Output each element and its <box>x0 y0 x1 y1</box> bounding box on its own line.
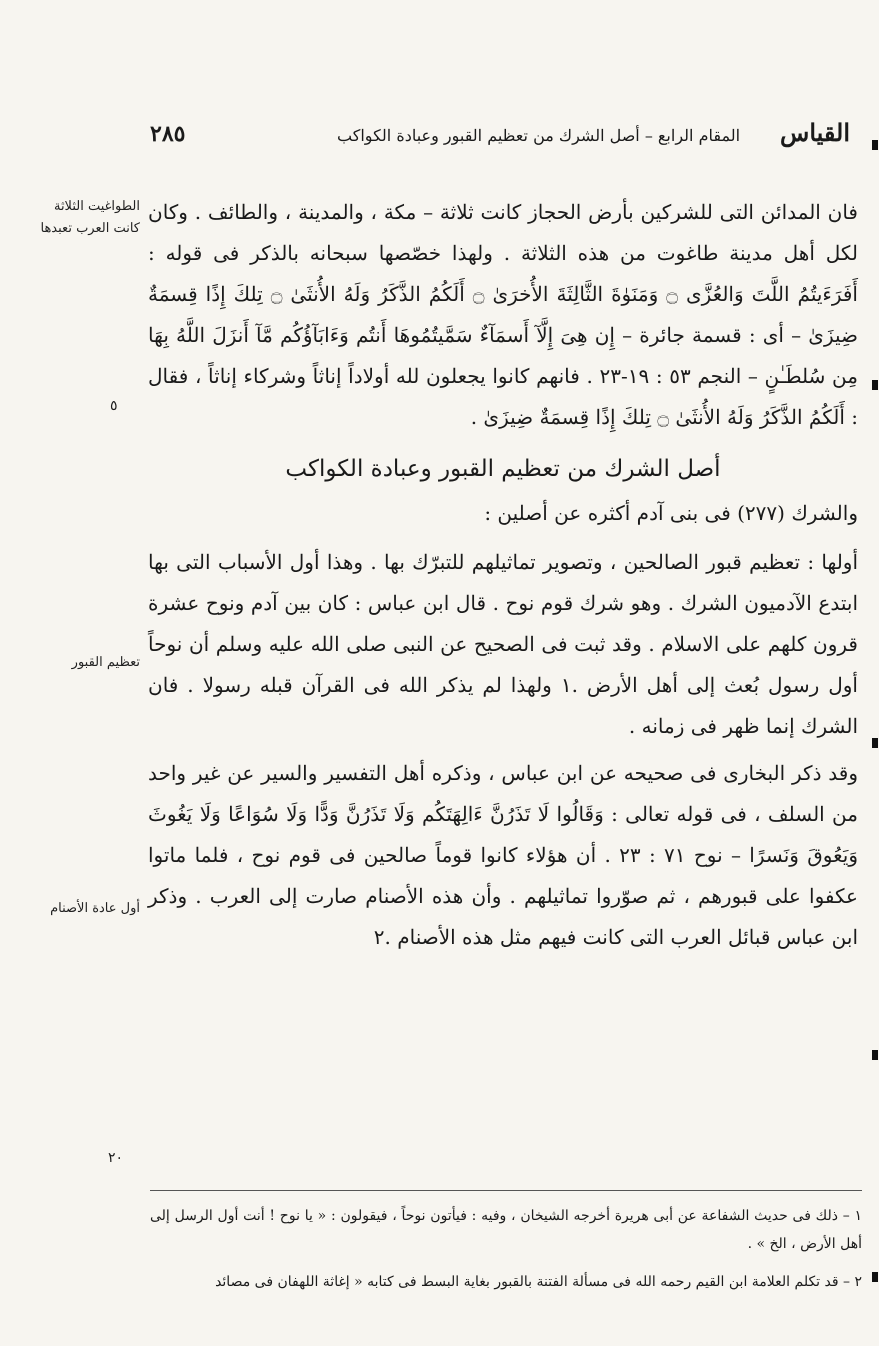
intro-line: والشرك (٢٧٧) فى بنى آدم أكثره عن أصلين : <box>484 501 858 525</box>
scan-speck <box>872 380 878 390</box>
main-text <box>148 192 858 958</box>
footnote-2: ٢ – قد تكلم العلامة ابن القيم رحمه الله فى مسألة الفتنة بالقبور بغاية البسط فى كتابه « إغاثة اللهفان فى مصائد <box>215 1274 862 1290</box>
page-header <box>150 118 850 158</box>
scan-speck <box>872 738 878 748</box>
paragraph-3: وقد ذكر البخارى فى صحيحه عن ابن عباس ، وذكره أهل التفسير والسير عن غير واحد من السلف ، فى قوله تعالى : وَقَالُوا لَا تَذَرُنَّ ءَالِهَتَكُم وَلَا تَذَرُنَّ وَدًّا وَلَا سُوَاعًا وَلَا يَغُوثَ وَيَعُوقَ وَنَسرًا – نوح ٧١ : ٢٣ . أن هؤلاء كانوا قوماً صالحين فى قوم نوح ، فلما ماتوا عكفوا على قبورهم ، ثم صوّروا تماثيلهم . وأن هذه الأصنام صارت إلى العرب . وذكر ابن عباس قبائل العرب التى كانت فيهم مثل هذه الأصنام .٢ <box>148 761 858 949</box>
page-number: ٢٨٥ <box>150 121 186 147</box>
scan-speck <box>872 1272 878 1282</box>
margin-note-tawaghit: الطواغيت الثلاثة كانت العرب تعبدها <box>40 199 140 236</box>
margin-note-idols: أول عادة الأصنام <box>50 901 140 916</box>
margin-note-graves: تعظيم القبور <box>71 655 140 670</box>
scan-speck <box>872 1050 878 1060</box>
footnote-1: ١ – ذلك فى حديث الشفاعة عن أبى هريرة أخرجه الشيخان ، وفيه : فيأتون نوحاً ، فيقولون : « يا نوح ! أنت أول الرسل إلى أهل الأرض ، الخ » . <box>150 1208 862 1252</box>
paragraph-2: أولها : تعظيم قبور الصالحين ، وتصوير تماثيلهم للتبرّك بها . وهذا أول الأسباب التى بها ابتدع الآدميون الشرك . وهو شرك قوم نوح . قال ابن عباس : كان بين آدم ونوح عشرة قرون كلهم على الاسلام . وقد ثبت فى الصحيح عن النبى صلى الله عليه وسلم أن نوحاً أول رسول بُعث إلى أهل الأرض .١ ولهذا لم يذكر الله فى القرآن قبله رسولا . فان الشرك إنما ظهر فى زمانه . <box>148 550 858 738</box>
running-head: المقام الرابع – أصل الشرك من تعظيم القبور وعبادة الكواكب <box>337 126 741 145</box>
book-title: القياس <box>780 118 850 147</box>
footnotes <box>150 1202 862 1296</box>
line-number-5: ٥ <box>110 398 118 414</box>
line-number-20: ٢٠ <box>108 1150 124 1166</box>
paragraph-1: فان المدائن التى للشركين بأرض الحجاز كانت ثلاثة – مكة ، والمدينة ، والطائف . وكان لكل أهل مدينة طاغوت من هذه الثلاثة . ولهذا خصّصها سبحانه بالذكر فى قوله : أَفَرَءَيتُمُ اللَّتَ وَالعُزَّى ۝ وَمَنَوٰةَ الثَّالِثَةَ الأُخرَىٰ ۝ أَلَكُمُ الذَّكَرُ وَلَهُ الأُنثَىٰ ۝ تِلكَ إِذًا قِسمَةٌ ضِيزَىٰ – أى : قسمة جائرة – إِن هِىَ إِلَّآ أَسمَآءٌ سَمَّيتُمُوهَا أَنتُم وَءَابَآؤُكُم مَّآ أَنزَلَ اللَّهُ بِهَا مِن سُلطَـٰنٍ – النجم ٥٣ : ١٩-٢٣ . فانهم كانوا يجعلون لله أولاداً إناثاً وشركاء إناثاً ، فقال : أَلَكُمُ الذَّكَرُ وَلَهُ الأُنثَىٰ ۝ تِلكَ إِذًا قِسمَةٌ ضِيزَىٰ . <box>148 200 858 429</box>
scan-speck <box>872 140 878 150</box>
section-heading: أصل الشرك من تعظيم القبور وعبادة الكواكب <box>285 456 721 482</box>
footnote-rule <box>150 1190 862 1191</box>
